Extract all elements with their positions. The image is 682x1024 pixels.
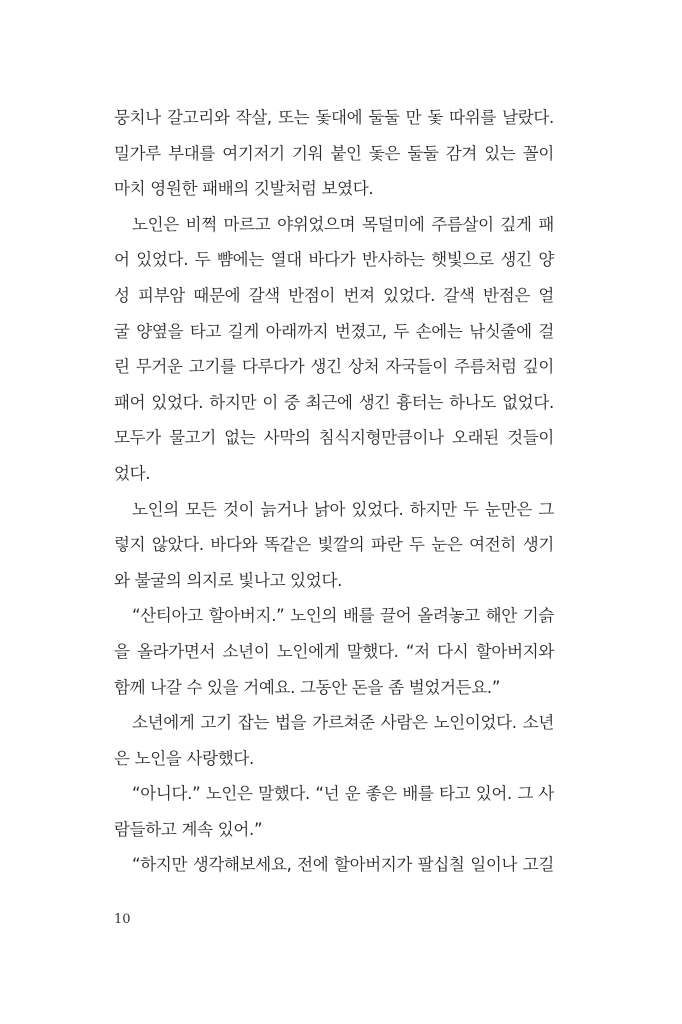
text-line: 노인은 비쩍 마르고 야위었으며 목덜미에 주름살이 깊게 패 — [132, 214, 554, 234]
text-line: 소년에게 고기 잡는 법을 가르쳐준 사람은 노인이었다. 소년 — [132, 713, 554, 733]
text-line: 렇지 않았다. 바다와 똑같은 빛깔의 파란 두 눈은 여전히 생기 — [114, 535, 554, 555]
text-line: 어 있었다. 두 뺨에는 열대 바다가 반사하는 햇빛으로 생긴 양 — [114, 250, 554, 270]
text-line: 와 불굴의 의지로 빛나고 있었다. — [114, 570, 343, 590]
text-line: “산티아고 할아버지.” 노인의 배를 끌어 올려놓고 해안 기슭 — [132, 606, 554, 626]
text-line: 린 무거운 고기를 다루다가 생긴 상처 자국들이 주름처럼 깊이 — [114, 357, 554, 377]
text-line: 노인의 모든 것이 늙거나 낡아 있었다. 하지만 두 눈만은 그 — [132, 499, 554, 519]
text-line: 을 올라가면서 소년이 노인에게 말했다. “저 다시 할아버지와 — [114, 641, 554, 661]
text-line: 밀가루 부대를 여기저기 기워 붙인 돛은 둘둘 감겨 있는 꼴이 — [114, 143, 554, 163]
text-line: 람들하고 계속 있어.” — [114, 819, 263, 839]
text-line: 패어 있었다. 하지만 이 중 최근에 생긴 흉터는 하나도 없었다. — [114, 392, 554, 412]
text-line: 함께 나갈 수 있을 거예요. 그동안 돈을 좀 벌었거든요.” — [114, 677, 501, 697]
body-text — [114, 100, 554, 883]
text-line: “하지만 생각해보세요, 전에 할아버지가 팔십칠 일이나 고길 — [132, 855, 554, 875]
text-line: 모두가 물고기 없는 사막의 침식지형만큼이나 오래된 것들이 — [114, 428, 554, 448]
text-line: 뭉치나 갈고리와 작살, 또는 돛대에 둘둘 만 돛 따위를 날랐다. — [114, 108, 554, 127]
text-line: “아니다.” 노인은 말했다. “넌 운 좋은 배를 타고 있어. 그 사 — [132, 784, 554, 804]
text-line: 은 노인을 사랑했다. — [114, 748, 254, 768]
text-line: 굴 양옆을 타고 길게 아래까지 번졌고, 두 손에는 낚싯줄에 걸 — [114, 321, 554, 341]
text-line: 마치 영원한 패배의 깃발처럼 보였다. — [114, 179, 374, 199]
text-line: 성 피부암 때문에 갈색 반점이 번져 있었다. 갈색 반점은 얼 — [114, 285, 554, 305]
page-number: 10 — [114, 912, 131, 927]
text-line: 었다. — [114, 463, 151, 483]
